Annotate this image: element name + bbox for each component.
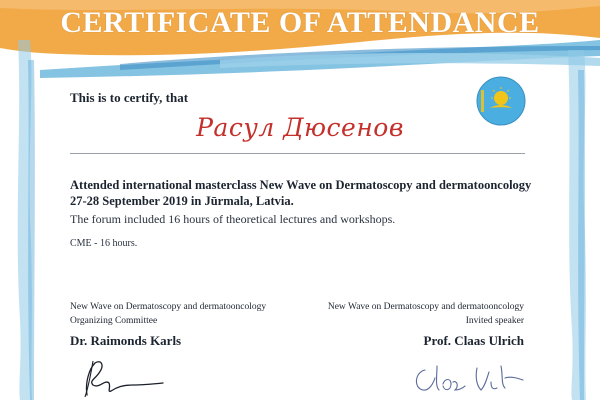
recipient-name: Расул Дюсенов	[196, 113, 404, 142]
left-org-name: New Wave on Dermatoscopy and dermatooncology	[70, 302, 267, 312]
name-underline	[70, 153, 525, 154]
forum-hours-line: The forum included 16 hours of theoretical lectures and workshops.	[70, 212, 396, 226]
certify-text: This is to certify, that	[70, 90, 189, 105]
cme-line: CME - 16 hours.	[70, 238, 138, 249]
right-signatory-name: Prof. Claas Ulrich	[423, 333, 524, 348]
left-org-role: Organizing Committee	[70, 316, 158, 326]
right-signature-image	[405, 358, 530, 398]
right-org-role: Invited speaker	[465, 316, 524, 326]
left-signatory-org	[70, 300, 266, 328]
kazakhstan-flag-icon	[476, 76, 526, 126]
left-signatory-name: Dr. Raimonds Karls	[70, 333, 182, 348]
right-signatory-org	[328, 300, 524, 328]
certificate-title: CERTIFICATE OF ATTENDANCE	[60, 6, 540, 39]
right-org-name: New Wave on Dermatoscopy and dermatooncology	[327, 302, 524, 312]
left-signature-image	[75, 355, 170, 400]
date-location-line: 27-28 September 2019 in Jūrmala, Latvia.	[70, 194, 294, 208]
masterclass-line: Attended international masterclass New Wave on Dermatoscopy and dermatooncology	[70, 178, 532, 192]
